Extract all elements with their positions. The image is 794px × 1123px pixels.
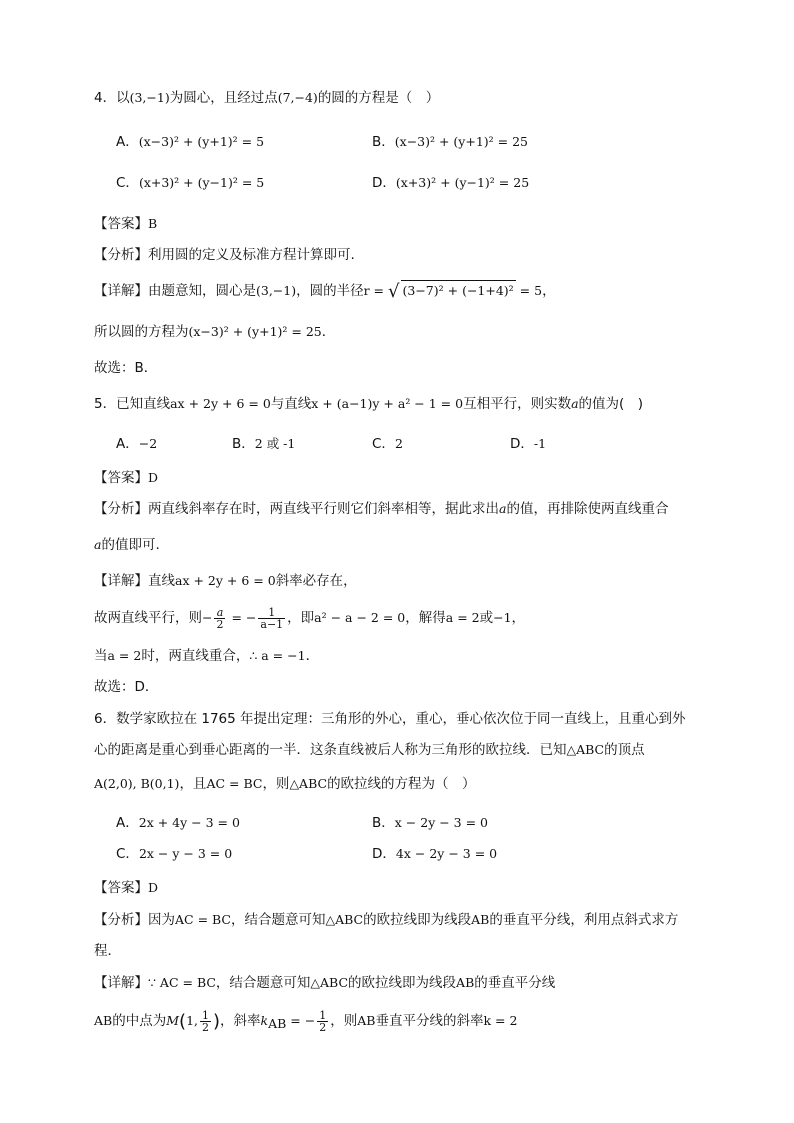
detail-text: 的中点为	[112, 1013, 167, 1029]
analysis-tag: 【分析】	[94, 912, 148, 928]
detail-math: = −	[286, 1013, 316, 1028]
q6-option-d[interactable]	[372, 844, 497, 864]
q4-option-d[interactable]	[372, 173, 529, 193]
detail-text: ，圆的半径	[296, 283, 364, 299]
detail-math: ∵ AC = BC	[148, 975, 216, 990]
fraction-numerator: 1	[202, 1008, 209, 1022]
detail-text: ，结合题意可知	[215, 975, 311, 991]
detail-text: ，	[542, 283, 556, 299]
analysis-text: ，结合题意可知	[231, 912, 326, 928]
detail-math: a² − a − 2 = 0	[314, 610, 406, 625]
detail-text: 时，两直线重合，	[141, 648, 250, 664]
q6-option-b[interactable]	[372, 813, 488, 833]
detail-text: 的垂直平分线	[474, 975, 556, 991]
detail-text: 直线	[148, 573, 175, 589]
option-math: (x+3)² + (y−1)² = 25	[395, 175, 530, 190]
answer-value: B	[148, 216, 158, 231]
detail-text: ，	[511, 610, 526, 626]
fraction-denominator: 2	[202, 1020, 209, 1034]
fraction	[200, 1010, 211, 1033]
analysis-math: AB	[471, 912, 490, 927]
q4-choose: 故选：B．	[94, 360, 158, 376]
option-math: (x+3)² + (y−1)² = 5	[138, 175, 265, 190]
detail-text: 由题意知，圆心是	[148, 283, 256, 299]
detail-math: △ABC	[310, 975, 349, 990]
detail-math: = 5	[515, 283, 543, 298]
q6-stem-line1: 6．数学家欧拉在 1765 年提出定理：三角形的外心，重心，垂心依次位于同一直线上，且重心到外	[94, 711, 686, 727]
answer-tag: 【答案】	[94, 470, 148, 486]
detail-math: (x−3)² + (y+1)² = 25	[188, 324, 322, 339]
option-label: B．	[372, 815, 395, 831]
analysis-text: 的值，再排除使两直线重合	[506, 501, 669, 517]
option-label: C．	[372, 436, 395, 452]
detail-math: AB	[456, 975, 475, 990]
q6-stem-line2	[94, 740, 645, 760]
fraction-denominator: 2	[319, 1020, 327, 1034]
q5-option-c[interactable]	[372, 434, 403, 454]
detail-text: 故两直线平行，则	[94, 610, 202, 626]
q6-stem-text: 心的距离是重心到垂心距离的一半．这条直线被后人称为三角形的欧拉线．已知	[94, 742, 567, 758]
paren-close: )	[213, 1011, 221, 1032]
fraction	[214, 607, 225, 630]
detail-text: 斜率必存在，	[275, 573, 357, 589]
q6-analysis-line2: 程．	[94, 943, 121, 959]
detail-math: 1,	[186, 1013, 198, 1028]
q6-triangle-math: △ABC	[289, 776, 328, 791]
option-label: C．	[116, 175, 139, 191]
option-math: -1	[533, 436, 547, 451]
detail-math: M	[166, 1013, 180, 1028]
analysis-math: △ABC	[325, 912, 364, 927]
detail-math: AB	[94, 1013, 113, 1028]
detail-math: a = 2	[107, 648, 142, 663]
analysis-math: AC = BC	[175, 912, 231, 927]
detail-text: ，斜率	[220, 1013, 261, 1029]
q6-stem-text: ，则	[262, 776, 290, 792]
q5-stem	[94, 394, 643, 414]
q6-condition-math: AC = BC	[206, 776, 263, 791]
detail-text: ．	[321, 324, 336, 340]
detail-text: 的欧拉线即为线段	[348, 975, 457, 991]
q4-option-b[interactable]	[372, 132, 528, 152]
q5-option-d[interactable]	[510, 434, 546, 454]
analysis-math: a	[94, 537, 102, 552]
q5-var-math: a	[571, 396, 579, 411]
option-label: C．	[116, 846, 139, 862]
q6-stem-text: 的欧拉线的方程为（ ）	[327, 776, 476, 792]
q5-analysis	[94, 499, 668, 519]
answer-value: D	[148, 880, 159, 895]
analysis-tag: 【分析】	[94, 501, 148, 517]
option-math: 2x − y − 3 = 0	[138, 846, 233, 861]
option-label: A．	[116, 436, 139, 452]
detail-math: = −	[227, 610, 257, 625]
detail-math: AB	[357, 1013, 376, 1028]
q4-stem-text: 4．以	[94, 90, 130, 106]
option-label: A．	[116, 134, 139, 150]
option-math: 4x − 2y − 3 = 0	[395, 846, 498, 861]
detail-math: k = 2	[483, 1013, 518, 1028]
analysis-text: 的垂直平分线，利用点斜式求方	[489, 912, 679, 928]
analysis-text: 的值即可.	[101, 537, 160, 553]
option-math: 2 或 -1	[254, 436, 296, 451]
q5-line2-math: x + (a−1)y + a² − 1 = 0	[311, 396, 464, 411]
detail-math: ∴ a = −1	[249, 648, 306, 663]
detail-text: 所以圆的方程为	[94, 324, 189, 340]
q4-detail	[94, 280, 556, 302]
fraction	[258, 607, 285, 630]
answer-value: D	[148, 470, 159, 485]
q5-stem-text: 与直线	[270, 396, 312, 412]
q5-stem-text: 的值为( )	[578, 396, 644, 412]
q5-option-b[interactable]	[232, 434, 295, 454]
analysis-text: 因为	[148, 912, 175, 928]
detail-math: (3,−1)	[256, 283, 297, 298]
q6-triangle-math: △ABC	[566, 742, 605, 757]
option-label: D．	[372, 175, 396, 191]
answer-tag: 【答案】	[94, 880, 148, 896]
detail-text: 垂直平分线的斜率	[375, 1013, 484, 1029]
q6-stem-text: ，且	[179, 776, 207, 792]
q5-stem-text: 互相平行，则实数	[463, 396, 572, 412]
q4-stem	[94, 88, 439, 108]
q5-choose: 故选：D．	[94, 679, 159, 695]
option-math: 2x + 4y − 3 = 0	[138, 815, 240, 830]
option-math: x − 2y − 3 = 0	[394, 815, 488, 830]
fraction	[317, 1010, 328, 1033]
q5-analysis-line2	[94, 535, 160, 555]
answer-tag: 【答案】	[94, 216, 148, 232]
q6-points-math: A(2,0), B(0,1)	[94, 776, 180, 791]
detail-text: 当	[94, 648, 108, 664]
q4-detail-line2	[94, 322, 335, 342]
option-math: (x−3)² + (y+1)² = 25	[394, 134, 529, 149]
detail-tag: 【详解】	[94, 975, 148, 991]
detail-tag: 【详解】	[94, 283, 148, 299]
detail-text: 或	[479, 610, 494, 626]
option-label: D．	[372, 846, 396, 862]
analysis-text: 的欧拉线即为线段	[363, 912, 472, 928]
q4-stem-text: 的圆的方程是（ ）	[317, 90, 440, 106]
q4-analysis	[94, 245, 355, 265]
q5-line1-math: ax + 2y + 6 = 0	[170, 396, 271, 411]
q5-answer	[94, 468, 158, 488]
detail-math: r =	[363, 283, 389, 298]
q4-option-c[interactable]	[116, 173, 264, 193]
analysis-tag: 【分析】	[94, 247, 148, 263]
q5-stem-text: 5．已知直线	[94, 396, 171, 412]
q5-detail	[94, 571, 357, 591]
option-math: 2	[394, 436, 403, 451]
detail-text: ．	[305, 648, 320, 664]
subscript: AB	[268, 1016, 287, 1031]
option-label: B．	[232, 436, 255, 452]
detail-text: ，则	[330, 1013, 358, 1029]
q4-option-a[interactable]	[116, 132, 264, 152]
fraction-denominator: a−1	[260, 617, 284, 631]
analysis-text: 利用圆的定义及标准方程计算即可.	[148, 247, 355, 263]
fraction-numerator: 1	[319, 1008, 327, 1022]
fraction-denominator: 2	[216, 617, 224, 631]
q5-detail-line2	[94, 604, 525, 632]
detail-math: ax + 2y + 6 = 0	[175, 573, 276, 588]
sqrt-content: (3−7)² + (−1+4)²	[401, 280, 516, 301]
q6-stem-text: 的顶点	[604, 742, 645, 758]
paren-open: (	[179, 1011, 187, 1032]
sqrt-sign: √	[388, 281, 400, 302]
detail-text: ，解得	[405, 610, 446, 626]
detail-math: −1	[493, 610, 512, 625]
option-label: D．	[510, 436, 534, 452]
detail-math: k	[260, 1013, 269, 1028]
q4-center-math: (3,−1)	[129, 90, 170, 105]
option-label: A．	[116, 815, 139, 831]
q6-stem-line3	[94, 774, 476, 794]
analysis-math: a	[499, 501, 507, 516]
fraction-numerator: 1	[258, 607, 285, 619]
q4-stem-text: 为圆心，且经过点	[169, 90, 278, 106]
detail-math: a = 2	[445, 610, 480, 625]
q4-answer	[94, 214, 157, 234]
q6-answer	[94, 878, 158, 898]
q6-detail-line2	[94, 1006, 517, 1039]
option-math: (x−3)² + (y+1)² = 5	[138, 134, 265, 149]
q5-detail-line3	[94, 646, 319, 666]
option-math: −2	[138, 436, 158, 451]
detail-text: ，即	[287, 610, 315, 626]
q6-analysis	[94, 910, 678, 930]
q6-option-c[interactable]	[116, 844, 232, 864]
q6-detail	[94, 973, 555, 993]
q5-option-a[interactable]	[116, 434, 157, 454]
option-label: B．	[372, 134, 395, 150]
q4-point-math: (7,−4)	[277, 90, 318, 105]
q6-option-a[interactable]	[116, 813, 240, 833]
minus-sign: −	[202, 610, 213, 625]
analysis-text: 两直线斜率存在时，两直线平行则它们斜率相等，据此求出	[148, 501, 499, 517]
fraction-numerator: a	[214, 607, 225, 619]
detail-tag: 【详解】	[94, 573, 148, 589]
